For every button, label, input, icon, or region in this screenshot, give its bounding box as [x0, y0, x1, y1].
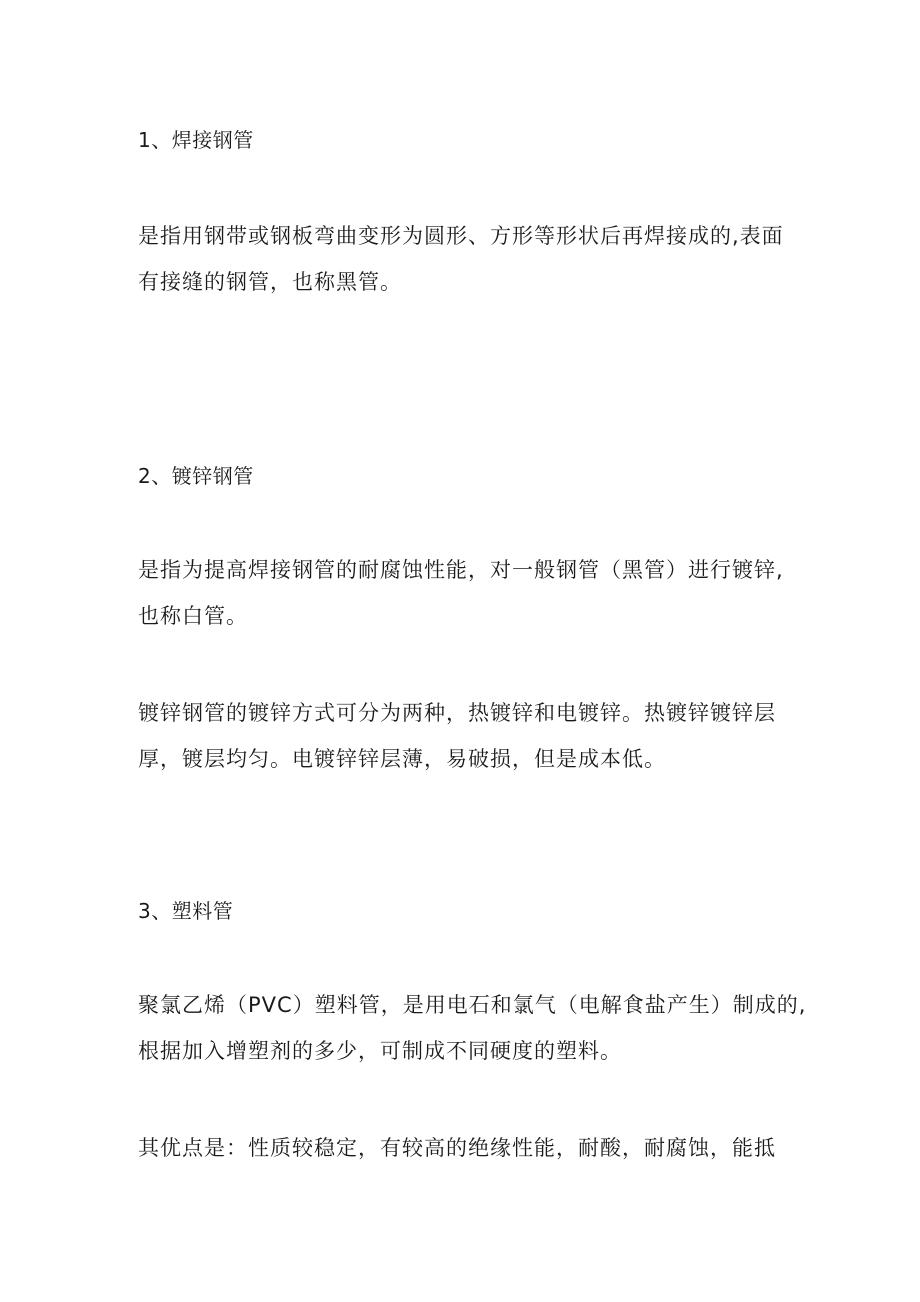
section-heading: 3、塑料管	[138, 899, 234, 923]
paragraph	[138, 690, 788, 782]
paragraph-line: 有接缝的钢管，也称黑管。	[138, 270, 402, 294]
paragraph	[138, 213, 788, 305]
paragraph-line: 厚，镀层均匀。电镀锌锌层薄，易破损，但是成本低。	[138, 747, 666, 771]
section-heading: 1、焊接钢管	[138, 128, 254, 152]
paragraph-line: 是指用钢带或钢板弯曲变形为圆形、方形等形状后再焊接成的,表面	[138, 224, 784, 248]
paragraph-line: 根据加入增塑剂的多少，可制成不同硬度的塑料。	[138, 1039, 622, 1063]
paragraph-line: 聚氯乙烯（PVC）塑料管，是用电石和氯气（电解食盐产生）制成的,	[138, 993, 807, 1017]
paragraph	[138, 982, 807, 1074]
paragraph	[138, 1125, 788, 1171]
paragraph-line: 也称白管。	[138, 604, 248, 628]
paragraph-line: 其优点是：性质较稳定，有较高的绝缘性能，耐酸，耐腐蚀，能抵	[138, 1136, 776, 1160]
paragraph-line: 镀锌钢管的镀锌方式可分为两种，热镀锌和电镀锌。热镀锌镀锌层	[138, 701, 776, 725]
paragraph	[138, 547, 788, 639]
section-heading: 2、镀锌钢管	[138, 464, 254, 488]
paragraph-line: 是指为提高焊接钢管的耐腐蚀性能，对一般钢管（黑管）进行镀锌,	[138, 558, 784, 582]
